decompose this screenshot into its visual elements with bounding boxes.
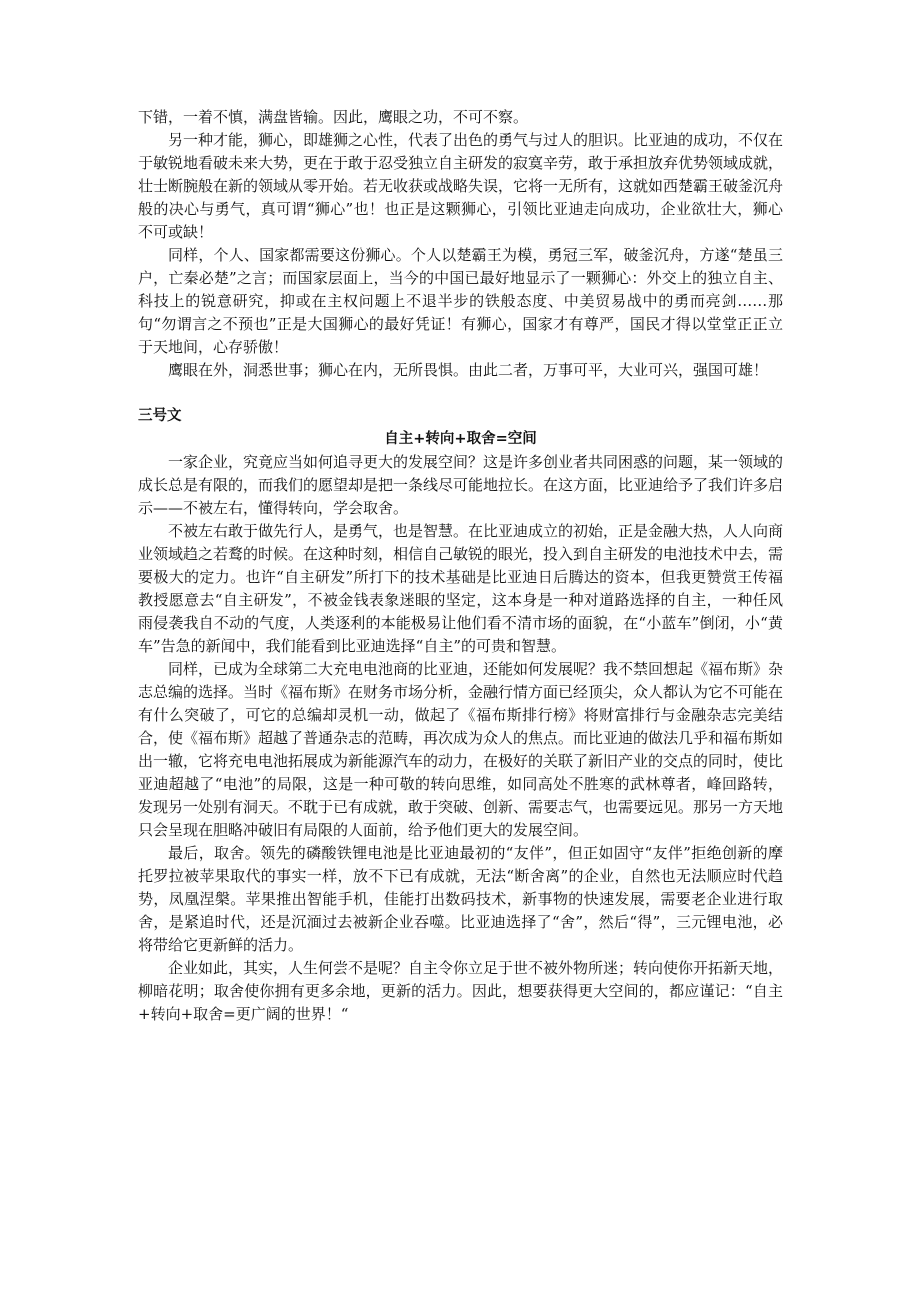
essay2-paragraph-1: 下错，一着不慎，满盘皆输。因此，鹰眼之功，不可不察。 <box>138 108 529 126</box>
essay3-paragraph-1: 一家企业，究竟应当如何追寻更大的发展空间？这是许多创业者共同困惑的问题，某一领域的成长总是有限的，而我们的愿望却是把一条线尽可能地拉长。在这方面，比亚迪给予了我们许多启示——不被左右，懂得转向，学会取舍。 <box>138 453 784 517</box>
essay2-paragraph-3: 同样，个人、国家都需要这份狮心。个人以楚霸王为模，勇冠三军，破釜沉舟，方遂“楚虽三户，亡秦必楚”之言；而国家层面上，当今的中国已最好地显示了一颗狮心：外交上的独立自主、科技上的锐意研究，抑或在主权问题上不退半步的铁般态度、中美贸易战中的勇而亮剑……那句“勿谓言之不预也”正是大国狮心的最好凭证！有狮心，国家才有尊严，国民才得以堂堂正正立于天地间，心存骄傲！ <box>138 246 783 356</box>
essay2-paragraph-4: 鹰眼在外，洞悉世事；狮心在内，无所畏惧。由此二者，万事可平，大业可兴，强国可雄！ <box>168 361 769 379</box>
essay3-paragraph-5: 企业如此，其实，人生何尝不是呢？自主令你立足于世不被外物所迷；转向使你开拓新天地，柳暗花明；取舍使你拥有更多余地，更新的活力。因此，想要获得更大空间的，都应谨记：“自主+转向+取舍=更广阔的世界！“ <box>138 959 784 1023</box>
essay3-paragraph-4: 最后，取舍。领先的磷酸铁锂电池是比亚迪最初的“友伴”，但正如固守“友伴”拒绝创新的摩托罗拉被苹果取代的事实一样，放不下已有成就，无法“断舍离”的企业，自然也无法顺应时代趋势，凤凰涅槃。苹果推出智能手机，佳能打出数码技术，新事物的快速发展，需要老企业进行取舍，是紧追时代，还是沉湎过去被新企业吞噬。比亚迪选择了“舍”，然后“得”，三元锂电池，必将带给它更新鲜的活力。 <box>138 844 783 954</box>
essay3-title: 自主+转向+取舍=空间 <box>384 431 537 447</box>
essay3-label: 三号文 <box>138 408 182 424</box>
document-page <box>138 106 783 1026</box>
essay2-paragraph-2: 另一种才能，狮心，即雄狮之心性，代表了出色的勇气与过人的胆识。比亚迪的成功，不仅在于敏锐地看破未来大势，更在于敢于忍受独立自主研发的寂寞辛劳，敢于承担放弃优势领域成就，壮士断腕般在新的领域从零开始。若无收获或战略失误，它将一无所有，这就如西楚霸王破釜沉舟般的决心与勇气，真可谓“狮心”也！也正是这颗狮心，引领比亚迪走向成功，企业欲壮大，狮心不可或缺！ <box>138 131 784 241</box>
essay3-paragraph-3: 同样，已成为全球第二大充电电池商的比亚迪，还能如何发展呢？我不禁回想起《福布斯》杂志总编的选择。当时《福布斯》在财务市场分析，金融行情方面已经顶尖，众人都认为它不可能在有什么突破了，可它的总编却灵机一动，做起了《福布斯排行榜》将财富排行与金融杂志完美结合，使《福布斯》超越了普通杂志的范畴，再次成为众人的焦点。而比亚迪的做法几乎和福布斯如出一辙，它将充电电池拓展成为新能源汽车的动力，在极好的关联了新旧产业的交点的同时，使比亚迪超越了“电池”的局限，这是一种可敬的转向思维，如同高处不胜寒的武林尊者，峰回路转，发现另一处别有洞天。不耽于已有成就，敢于突破、创新、需要志气，也需要远见。那另一方天地只会呈现在胆略冲破旧有局限的人面前，给予他们更大的发展空间。 <box>138 660 784 839</box>
essay3-paragraph-2: 不被左右敢于做先行人，是勇气，也是智慧。在比亚迪成立的初始，正是金融大热，人人向商业领域趋之若鹜的时候。在这种时刻，相信自己敏锐的眼光，投入到自主研发的电池技术中去，需要极大的定力。也许“自主研发”所打下的技术基础是比亚迪日后腾达的资本，但我更赞赏王传福教授愿意去“自主研发”，不被金钱表象迷眼的坚定，这本身是一种对道路选择的自主，一种任风雨侵袭我自不动的气度，人类逐利的本能极易让他们看不清市场的面貌，在“小蓝车”倒闭，小“黄车”告急的新闻中，我们能看到比亚迪选择“自主”的可贵和智慧。 <box>138 522 784 655</box>
